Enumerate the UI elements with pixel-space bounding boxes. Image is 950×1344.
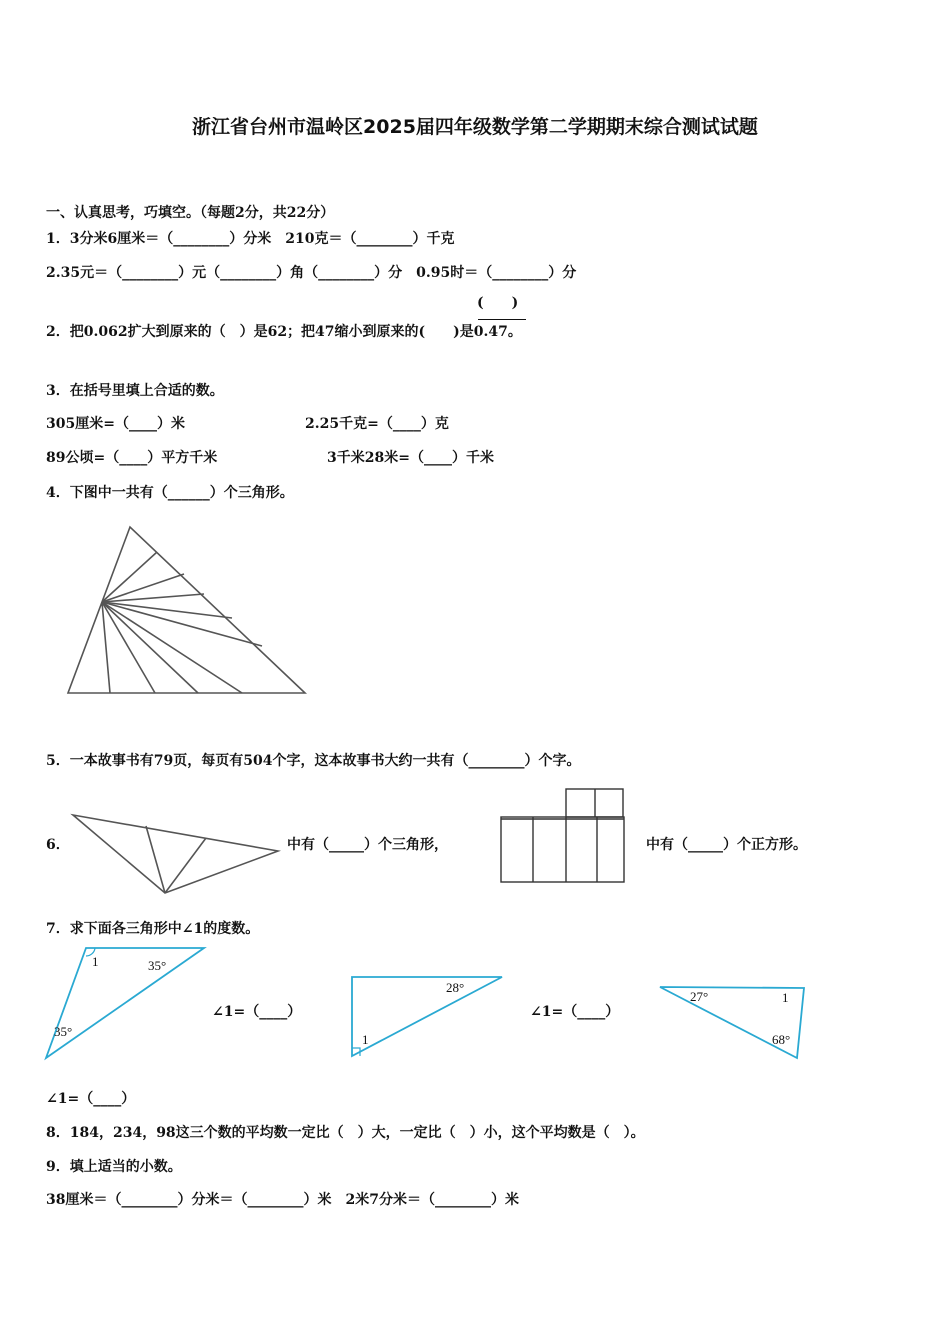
q7-answer-2: ∠1=（____） xyxy=(530,1004,620,1020)
t2-angle-a: 28° xyxy=(446,980,465,995)
q7-triangle-1 xyxy=(42,944,212,1064)
q4-triangle-figure xyxy=(62,522,322,702)
q1-line1: 1．3分米6厘米＝（________）分米 210克＝（________）千克 xyxy=(46,231,455,247)
q2-text xyxy=(46,321,522,341)
q7-triangle-3 xyxy=(656,982,816,1072)
q3-b: 2.25千克=（____）克 xyxy=(305,416,449,432)
outer-triangle xyxy=(68,527,305,693)
q1-line2: 2.35元＝（________）元（________）角（________）分 0.95时＝（________）分 xyxy=(46,265,577,281)
q9-line1: 38厘米＝（________）分米＝（________）米 2米7分米＝（________）米 xyxy=(46,1192,519,1208)
q3-heading: 3．在括号里填上合适的数。 xyxy=(46,383,224,399)
q2-fraction-top: ( ) xyxy=(477,295,519,311)
q3-d: 3千米28米=（____）千米 xyxy=(327,450,494,466)
q7-answer-3: ∠1=（____） xyxy=(46,1091,136,1107)
q6-square-text: 中有（_____）个正方形。 xyxy=(646,837,807,853)
t3-angle-a: 27° xyxy=(690,989,709,1004)
q6-triangle-figure xyxy=(70,812,285,897)
q6-number: 6． xyxy=(46,837,70,853)
page-title: 浙江省台州市温岭区2025届四年级数学第二学期期末综合测试试题 xyxy=(192,116,758,138)
t3-angle-b: 1 xyxy=(782,990,789,1005)
q5-text: 5．一本故事书有79页，每页有504个字，这本故事书大约一共有（________）个字。 xyxy=(46,753,581,769)
q4-text: 4．下图中一共有（______）个三角形。 xyxy=(46,485,294,501)
t1-angle-1: 1 xyxy=(92,954,99,969)
q7-answer-1: ∠1=（____） xyxy=(212,1004,302,1020)
fraction-bar xyxy=(478,319,526,320)
t3-angle-c: 68° xyxy=(772,1032,791,1047)
t2-angle-b: 1 xyxy=(362,1032,369,1047)
q7-triangle-2 xyxy=(348,972,508,1062)
q6-triangle-text: 中有（_____）个三角形， xyxy=(287,837,448,853)
t1-angle-c: 35° xyxy=(54,1024,73,1039)
q7-heading: 7．求下面各三角形中∠1的度数。 xyxy=(46,921,260,937)
q2-fraction-bottom: ( ) xyxy=(418,324,460,340)
q2-text-after: 是0.47。 xyxy=(459,324,522,340)
q9-heading: 9．填上适当的小数。 xyxy=(46,1159,182,1175)
section-heading: 一、认真思考，巧填空。（每题2分，共22分） xyxy=(46,205,335,221)
q8-text: 8．184，234，98这三个数的平均数一定比（ ）大，一定比（ ）小，这个平均数是（ ）。 xyxy=(46,1125,645,1141)
q3-a: 305厘米=（____）米 xyxy=(46,416,185,432)
q2-text-before: 2．把0.062扩大到原来的（ ）是62；把47缩小到原来的 xyxy=(46,324,419,340)
t1-angle-b: 35° xyxy=(148,958,167,973)
q6-square-figure xyxy=(498,786,628,886)
q3-c: 89公顷=（____）平方千米 xyxy=(46,450,218,466)
